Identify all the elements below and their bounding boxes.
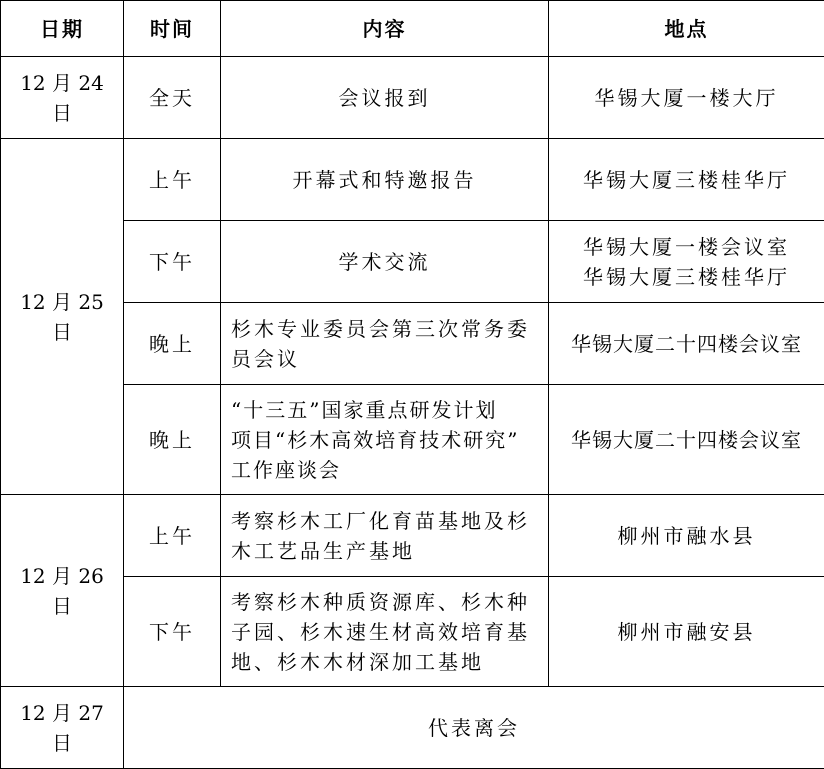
- content-line: “十三五”国家重点研发计划: [231, 397, 498, 422]
- table-row: [1, 221, 824, 303]
- content-cell: [221, 385, 549, 495]
- content-line: 考察杉木工厂化育苗基地及杉: [231, 508, 530, 533]
- header-location: 地点: [549, 1, 824, 57]
- table-row: [1, 57, 824, 139]
- content-line: 员会议: [231, 346, 300, 371]
- header-content: 内容: [221, 1, 549, 57]
- table-row: [1, 303, 824, 385]
- date-cell: 12 月 24 日: [1, 57, 124, 139]
- date-cell: 12 月 27 日: [1, 687, 124, 769]
- location-cell: 柳州市融水县: [549, 495, 824, 577]
- time-cell: 晚上: [124, 385, 221, 495]
- time-cell: 上午: [124, 139, 221, 221]
- content-cell: [221, 577, 549, 687]
- location-cell: [549, 221, 824, 303]
- table-row: [1, 687, 824, 769]
- content-cell: 会议报到: [221, 57, 549, 139]
- content-cell: [221, 495, 549, 577]
- location-cell: 柳州市融安县: [549, 577, 824, 687]
- content-line: 工作座谈会: [231, 457, 341, 482]
- content-cell: 学术交流: [221, 221, 549, 303]
- location-line: 华锡大厦一楼会议室: [583, 234, 790, 259]
- table-row: [1, 495, 824, 577]
- content-line: 考察杉木种质资源库、杉木种: [231, 589, 530, 614]
- header-time: 时间: [124, 1, 221, 57]
- content-line: 木工艺品生产基地: [231, 538, 415, 563]
- date-cell: 12 月 26 日: [1, 495, 124, 687]
- location-cell: 华锡大厦三楼桂华厅: [549, 139, 824, 221]
- location-cell: 华锡大厦一楼大厅: [549, 57, 824, 139]
- time-cell: 下午: [124, 221, 221, 303]
- time-cell: 下午: [124, 577, 221, 687]
- content-cell: 代表离会: [124, 687, 824, 769]
- header-row: [1, 1, 824, 57]
- content-line: 地、杉木木材深加工基地: [231, 649, 484, 674]
- content-cell: 开幕式和特邀报告: [221, 139, 549, 221]
- table-row: [1, 577, 824, 687]
- time-cell: 晚上: [124, 303, 221, 385]
- content-cell: [221, 303, 549, 385]
- time-cell: 上午: [124, 495, 221, 577]
- location-line: 华锡大厦三楼桂华厅: [583, 264, 790, 289]
- header-date: 日期: [1, 1, 124, 57]
- time-cell: 全天: [124, 57, 221, 139]
- content-line: 子园、杉木速生材高效培育基: [231, 619, 530, 644]
- location-cell: 华锡大厦二十四楼会议室: [549, 303, 824, 385]
- table-row: [1, 139, 824, 221]
- content-line: 杉木专业委员会第三次常务委: [231, 316, 530, 341]
- table-row: [1, 385, 824, 495]
- location-cell: 华锡大厦二十四楼会议室: [549, 385, 824, 495]
- date-cell: 12 月 25 日: [1, 139, 124, 495]
- content-line: 项目“杉木高效培育技术研究”: [231, 427, 520, 452]
